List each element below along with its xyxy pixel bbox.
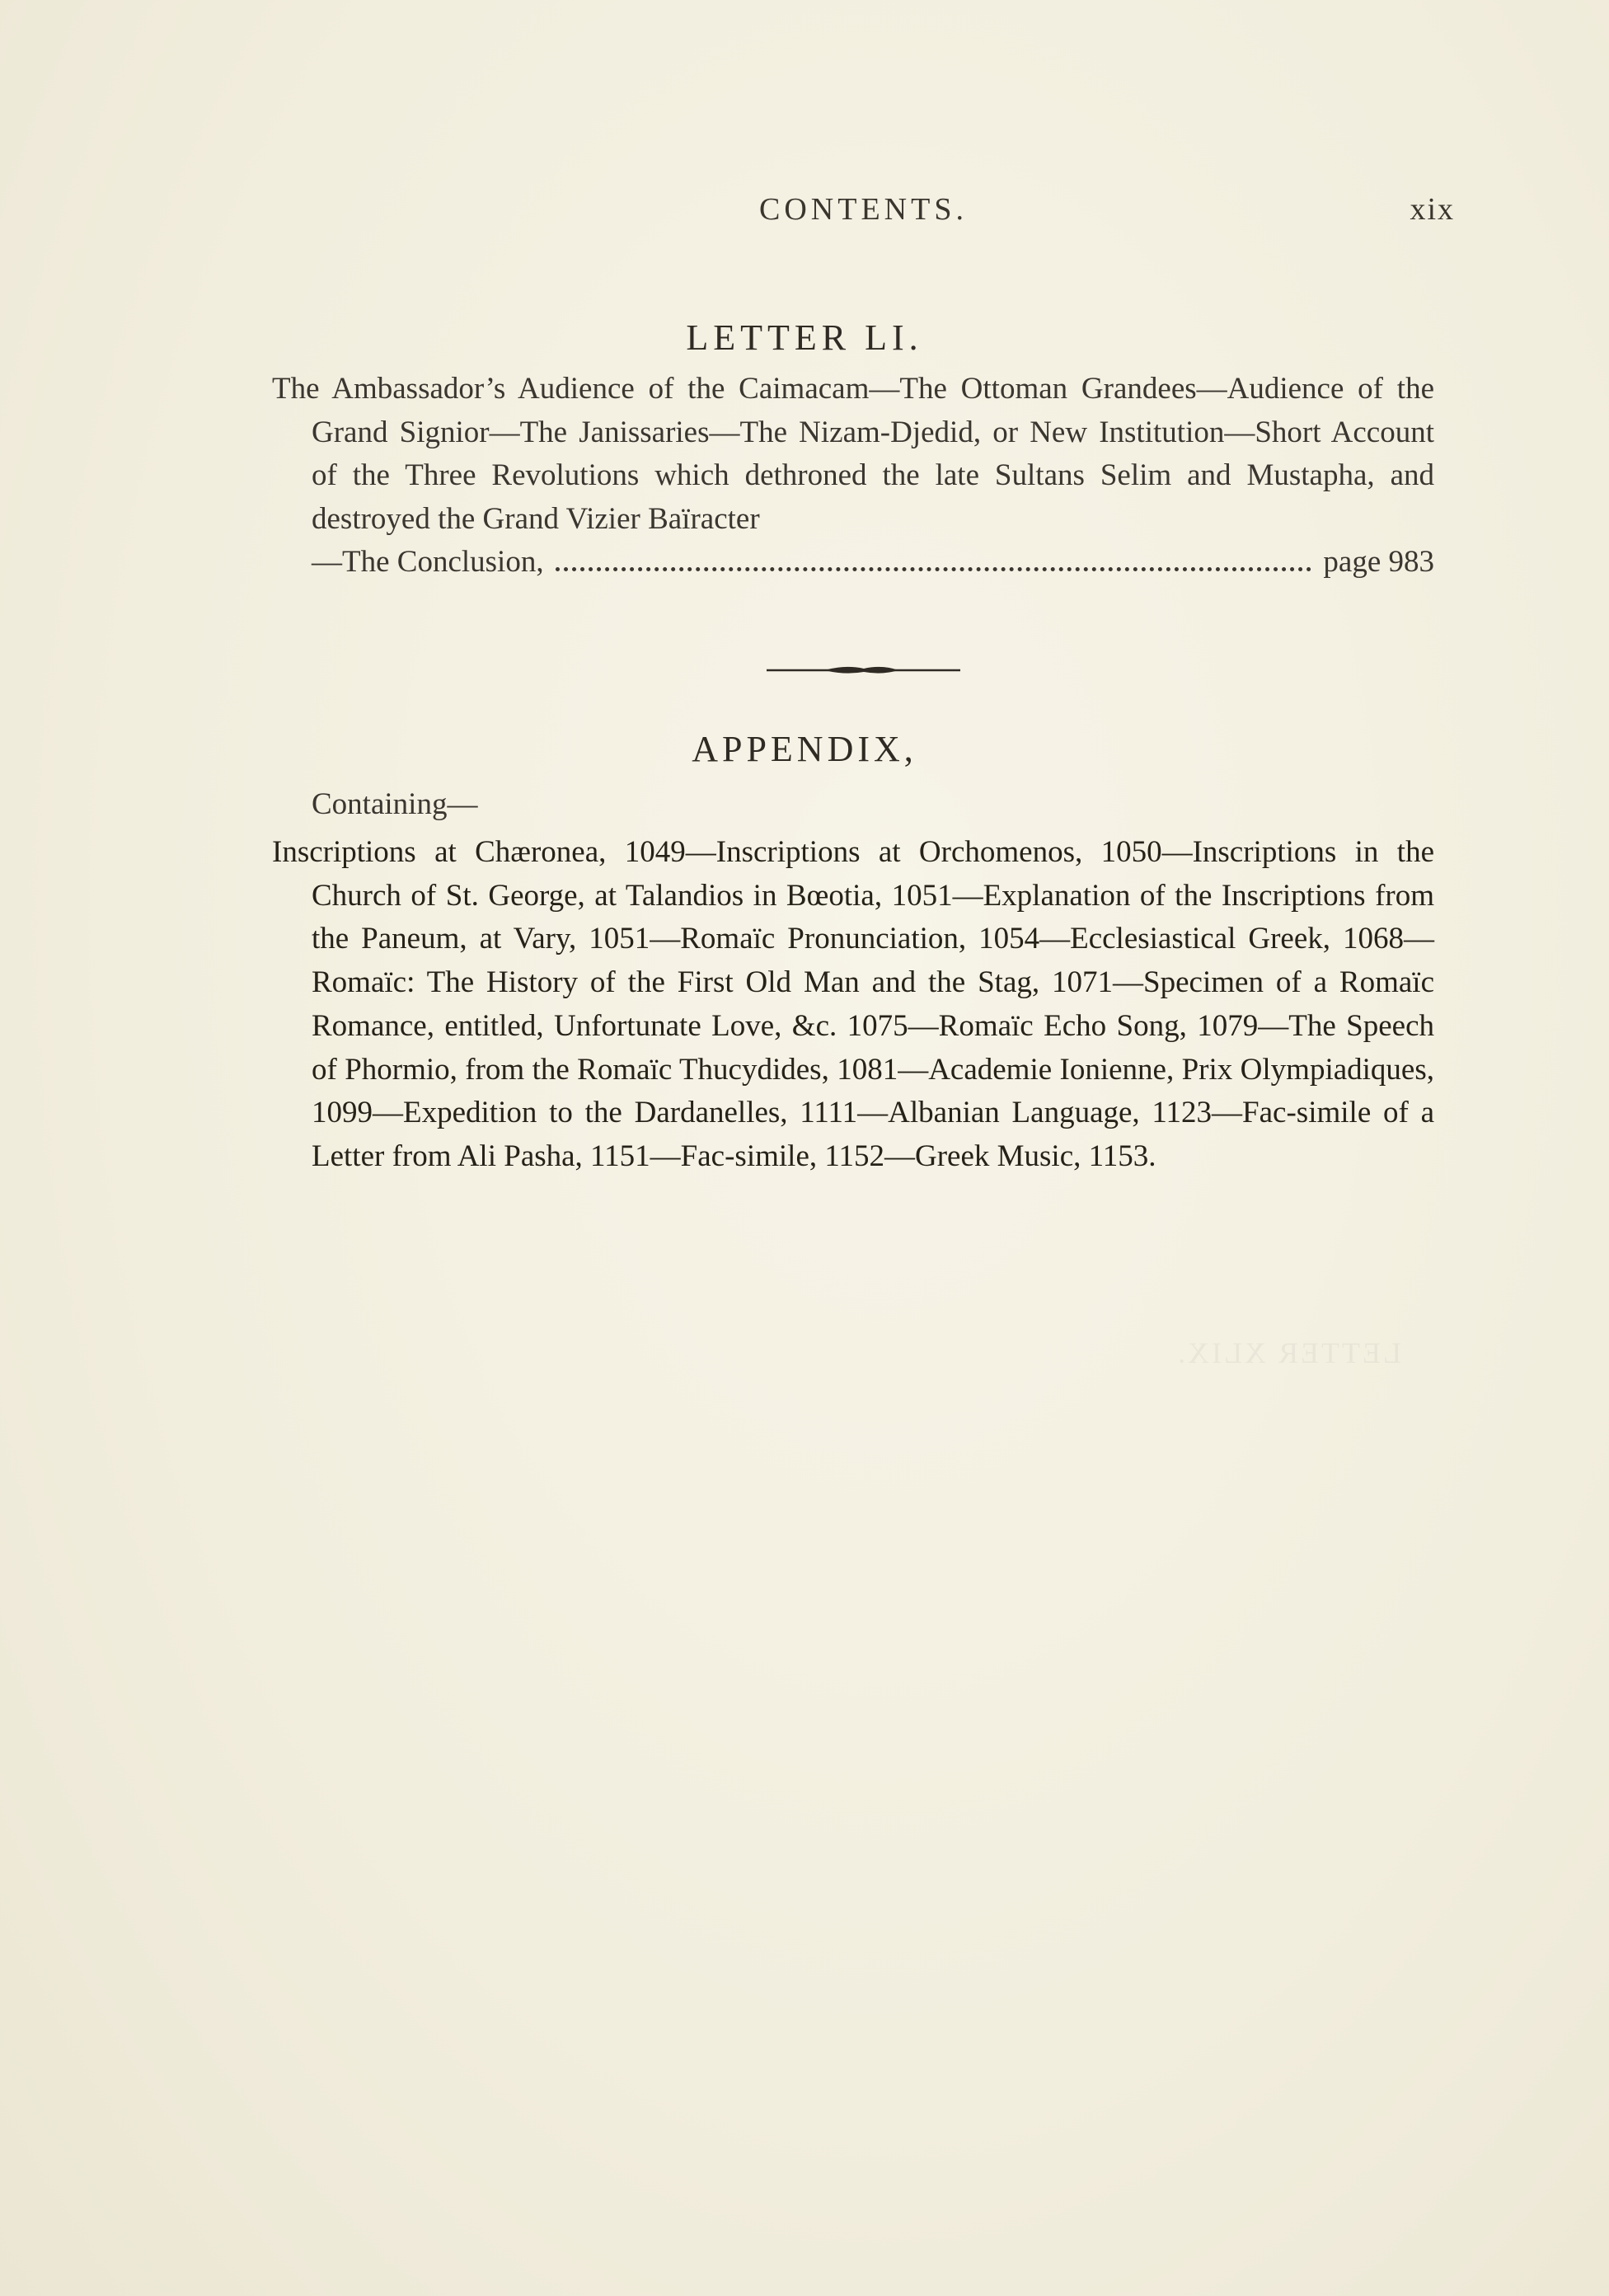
appendix-list: Inscriptions at Chæronea, 1049—Inscriptions at Orchomenos, 1050—Inscriptions in the Church of St. George, at Talandios in Bœotia, 1051—Explanation of the Inscriptions from the Paneum, at Vary, 1051—Romaïc Pronunciation, 1054—Ecclesiastical Greek, 1068—Romaïc: The History of the First Old Man and the Stag, 1071—Specimen of a Romaïc Romance, entitled, Unfortunate Love, &c. 1075—Romaïc Echo Song, 1079—The Speech of Phormio, from the Romaïc Thucydides, 1081—Academie Ionienne, Prix Olympiadiques, 1099—Expedition to the Dardanelles, 1111—Albanian Language, 1123—Fac-simile of a Letter from Ali Pasha, 1151—Fac-simile, 1152—Greek Music, 1153.	[272, 835, 1434, 1173]
containing-label: Containing—	[312, 787, 478, 821]
letter-contents	[272, 368, 1434, 585]
toc-entry-conclusion	[272, 541, 1434, 585]
letter-summary: The Ambassador’s Audience of the Caimacam—The Ottoman Grandees—Audience of the Grand Signior—The Janissaries—The Nizam-Djedid, or New Institution—Short Account of the Three Revolutions which dethroned the late Sultans Selim and Mustapha, and destroyed the Grand Vizier Baïracter	[272, 372, 1434, 536]
ornamental-divider	[767, 664, 960, 676]
toc-page-ref: page 983	[1323, 545, 1434, 579]
letter-heading: LETTER LI.	[686, 317, 923, 358]
show-through-text: LETTER XLIX.	[1175, 1336, 1401, 1369]
dot-leader	[556, 567, 1312, 571]
toc-entry-label: —The Conclusion,	[312, 545, 544, 579]
appendix-contents	[272, 831, 1434, 1179]
running-head	[272, 191, 1455, 241]
appendix-heading: APPENDIX,	[692, 729, 917, 769]
page-number: xix	[1410, 192, 1455, 227]
running-title: CONTENTS.	[759, 192, 968, 227]
